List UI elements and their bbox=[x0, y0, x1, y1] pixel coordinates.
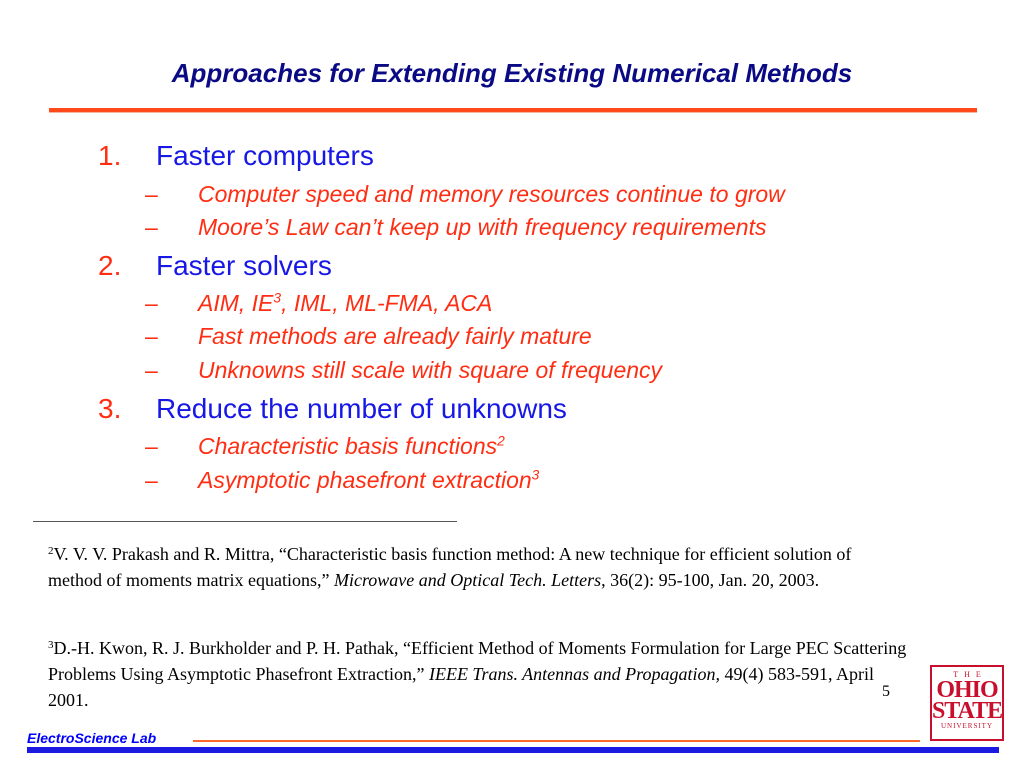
reference-3 bbox=[48, 635, 908, 713]
footer-lab-name: ElectroScience Lab bbox=[27, 730, 157, 746]
title-divider bbox=[49, 108, 977, 113]
reference-number: 3 bbox=[48, 639, 54, 651]
sub-text: Moore’s Law can’t keep up with frequency requirements bbox=[198, 214, 767, 240]
reference-2 bbox=[48, 541, 908, 593]
item-text: Faster computers bbox=[156, 140, 374, 171]
slide-title: Approaches for Extending Existing Numerical Methods bbox=[171, 58, 853, 88]
item-text: Faster solvers bbox=[156, 250, 332, 281]
footer-blue-bar bbox=[27, 747, 999, 753]
logo-the: THE bbox=[953, 670, 987, 679]
reference-text: D.-H. Kwon, R. J. Burkholder and P. H. Pathak, “Efficient Method of Moments Formulation for Large PEC Scattering Problems Using Asymptotic Phasefront Extraction,” bbox=[48, 638, 907, 684]
reference-number: 2 bbox=[48, 545, 54, 557]
citation-superscript: 2 bbox=[497, 433, 505, 449]
reference-details: 49(4) 583-591, April 2001. bbox=[48, 664, 874, 710]
sub-dash: – bbox=[145, 181, 158, 207]
item-number: 2. bbox=[98, 250, 122, 281]
sub-text-main: Asymptotic phasefront extraction bbox=[198, 467, 532, 493]
sub-text: Fast methods are already fairly mature bbox=[198, 323, 592, 349]
sub-text bbox=[198, 290, 492, 317]
sub-dash: – bbox=[145, 467, 158, 493]
logo-ohio: OHIO bbox=[936, 677, 998, 703]
sub-text-main: Characteristic basis functions bbox=[198, 433, 498, 459]
ohio-state-logo bbox=[930, 665, 1004, 741]
logo-state: STATE bbox=[931, 698, 1003, 724]
sub-dash: – bbox=[145, 214, 158, 240]
item-number: 1. bbox=[98, 140, 122, 171]
reference-journal: Microwave and Optical Tech. Letters bbox=[333, 570, 602, 590]
reference-details: , 36(2): 95-100, Jan. 20, 2003. bbox=[601, 570, 820, 590]
citation-superscript: 3 bbox=[531, 467, 540, 483]
logo-university: UNIVERSITY bbox=[941, 722, 993, 730]
sub-text: Unknowns still scale with square of frequency bbox=[198, 357, 663, 383]
sub-text: Computer speed and memory resources continue to grow bbox=[198, 181, 785, 207]
item-number: 3. bbox=[98, 393, 122, 424]
footer-orange-rule bbox=[193, 740, 920, 742]
page-number: 5 bbox=[882, 683, 890, 700]
sub-dash: – bbox=[145, 357, 158, 383]
sub-dash: – bbox=[145, 290, 158, 316]
citation-superscript: 3 bbox=[273, 290, 282, 306]
sub-dash: – bbox=[145, 323, 158, 349]
sub-text-before: AIM, IE bbox=[198, 290, 274, 316]
footnote-divider bbox=[33, 521, 457, 522]
sub-text bbox=[198, 467, 539, 494]
sub-text-after: , IML, ML-FMA, ACA bbox=[281, 290, 493, 316]
sub-dash: – bbox=[145, 433, 158, 459]
reference-journal: IEEE Trans. Antennas and Propagation, bbox=[428, 664, 720, 684]
sub-text bbox=[198, 433, 505, 460]
reference-text: V. V. V. Prakash and R. Mittra, “Characteristic basis function method: A new technique for efficient solution of method of moments matrix equations,” bbox=[48, 544, 852, 590]
item-text: Reduce the number of unknowns bbox=[156, 393, 567, 424]
